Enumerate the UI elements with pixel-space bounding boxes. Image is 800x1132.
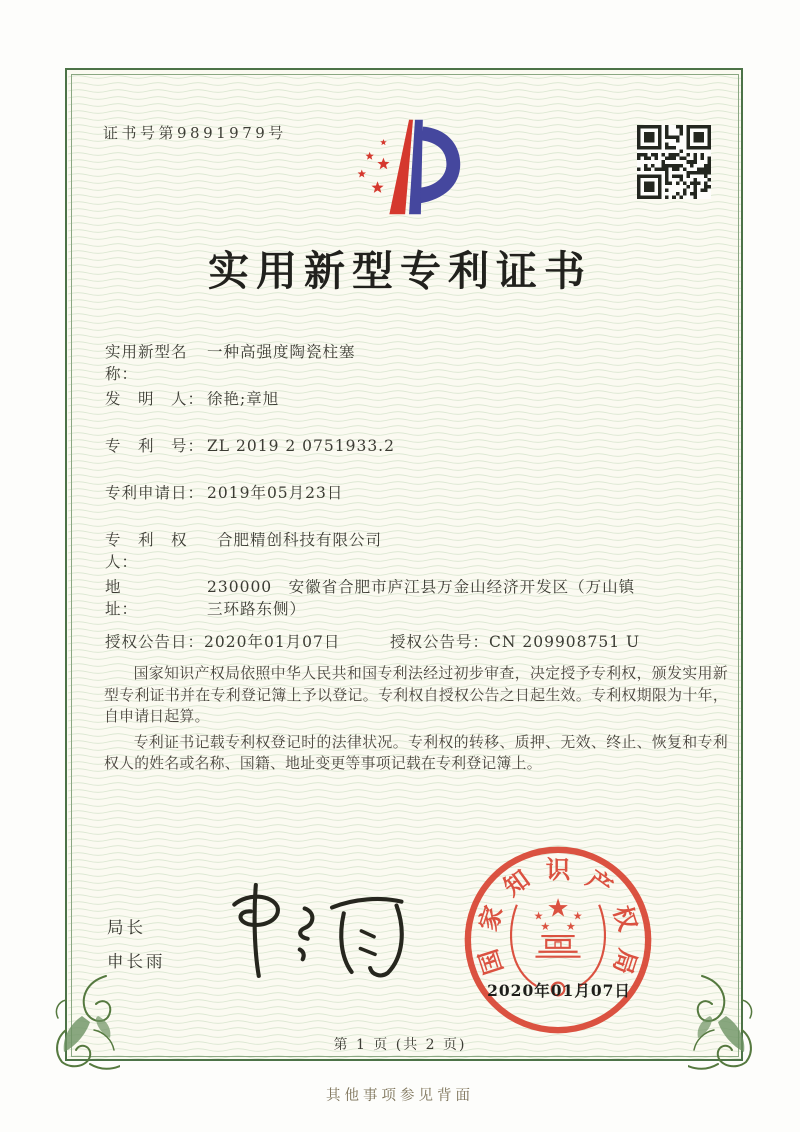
field-address <box>105 576 729 620</box>
grant-date-label: 授权公告日： <box>105 633 205 651</box>
field-value: 一种高强度陶瓷柱塞 <box>207 343 356 361</box>
reverse-side-note: 其他事项参见背面 <box>326 1088 474 1104</box>
signer-name: 申长雨 <box>107 952 166 971</box>
svg-text:★: ★ <box>572 909 583 923</box>
field-grant-row <box>105 631 729 653</box>
grant-date-value: 2020年01月07日 <box>204 633 341 651</box>
field-inventors <box>105 388 729 410</box>
grant-number-pair <box>390 631 640 653</box>
legal-paragraph-1: 国家知识产权局依照中华人民共和国专利法经过初步审查，决定授予专利权，颁发实用新型专利证书并在专利登记簿上予以登记。专利权自授权公告之日起生效。专利权期限为十年，自申请日起算。 <box>104 665 728 726</box>
field-label: 专 利 权 人： <box>105 531 205 571</box>
field-value: ZL 2019 2 0751933.2 <box>207 437 395 455</box>
shen-changyu-signature-icon <box>205 870 420 985</box>
cnipa-logo-icon <box>348 114 476 220</box>
qr-code <box>637 125 711 199</box>
field-value: 合肥精创科技有限公司 <box>217 531 383 549</box>
field-patentee <box>105 529 729 573</box>
field-value: 230000 安徽省合肥市庐江县万金山经济开发区（万山镇三环路东侧） <box>207 578 636 618</box>
field-label: 实用新型名称： <box>105 343 188 383</box>
certificate-number: 证书号第9891979号 <box>103 124 287 142</box>
certificate-title: 实用新型专利证书 <box>208 247 592 295</box>
grant-date-pair <box>105 633 340 651</box>
field-patent-number <box>105 435 729 457</box>
floral-corner-ornament-right <box>688 972 762 1076</box>
svg-text:识: 识 <box>545 854 571 884</box>
field-utility-model-name <box>105 341 729 385</box>
field-label: 发 明 人： <box>105 390 205 408</box>
svg-text:★: ★ <box>565 920 576 934</box>
svg-text:★: ★ <box>540 920 551 934</box>
svg-text:★: ★ <box>533 909 544 923</box>
svg-text:权: 权 <box>607 902 643 935</box>
svg-text:产: 产 <box>581 863 618 902</box>
floral-corner-ornament-left <box>46 972 120 1076</box>
national-ip-administration-seal-icon <box>460 842 656 1038</box>
legal-text <box>104 663 728 779</box>
svg-text:知: 知 <box>498 863 535 902</box>
grant-number-value: CN 209908751 U <box>489 633 641 651</box>
grant-number-label: 授权公告号： <box>390 633 490 651</box>
field-label: 专利申请日： <box>105 484 205 502</box>
field-value: 2019年05月23日 <box>207 484 344 502</box>
svg-text:家: 家 <box>473 902 509 935</box>
signer-title: 局长 <box>107 918 146 937</box>
svg-text:★: ★ <box>546 893 570 924</box>
field-label: 专 利 号： <box>105 437 205 455</box>
field-value: 徐艳;章旭 <box>207 390 280 408</box>
legal-paragraph-2: 专利证书记载专利权登记时的法律状况。专利权的转移、质押、无效、终止、恢复和专利权人的姓名或名称、国籍、地址变更等事项记载在专利登记簿上。 <box>104 733 728 773</box>
seal-date: 2020年01月07日 <box>487 981 631 1000</box>
svg-text:局: 局 <box>607 945 643 978</box>
page-number: 第 1 页 (共 2 页) <box>333 1037 467 1053</box>
field-filing-date <box>105 482 729 504</box>
svg-text:国: 国 <box>473 945 509 978</box>
field-label: 地 址： <box>105 578 188 618</box>
